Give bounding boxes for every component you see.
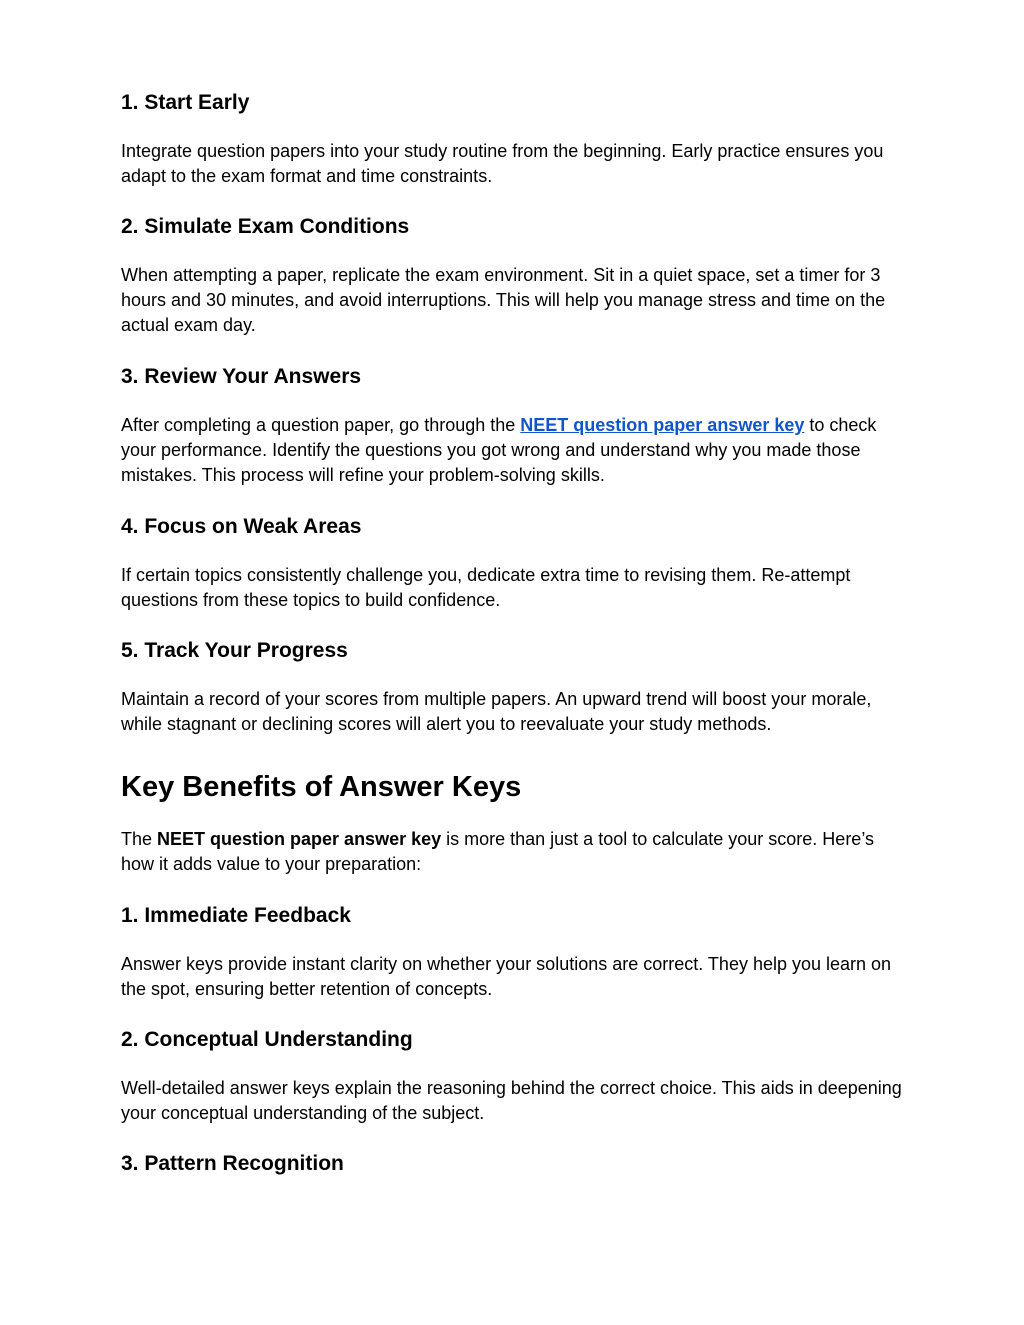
section-body-weak-areas: If certain topics consistently challenge you, dedicate extra time to revising them. Re-attempt questions from these topics to build confidence.	[121, 565, 851, 610]
answer-key-link[interactable]: NEET question paper answer key	[520, 415, 805, 435]
body-text: is more than just a tool to calculate your score. Here’s how it adds value to your preparation:	[121, 829, 874, 874]
body-text: to check your performance. Identify the questions you got wrong and understand why you made those mistakes. This process will refine your problem-solving skills.	[121, 415, 877, 485]
benefit-heading-immediate-feedback: 1. Immediate Feedback	[121, 904, 351, 927]
section-body-start-early: Integrate question papers into your study routine from the beginning. Early practice ensures you adapt to the exam format and time constraints.	[121, 141, 884, 186]
section-heading-weak-areas: 4. Focus on Weak Areas	[121, 515, 362, 538]
benefits-intro	[121, 827, 911, 877]
benefits-title: Key Benefits of Answer Keys	[121, 771, 522, 803]
body-text: The	[121, 829, 158, 849]
section-heading-simulate-exam: 2. Simulate Exam Conditions	[121, 215, 410, 238]
section-heading-track-progress: 5. Track Your Progress	[121, 639, 348, 662]
section-body-review-answers	[121, 413, 911, 488]
answer-key-bold-text: NEET question paper answer key	[157, 829, 442, 849]
section-body-track-progress: Maintain a record of your scores from multiple papers. An upward trend will boost your morale, while stagnant or declining scores will alert you to reevaluate your study methods.	[121, 689, 872, 734]
benefit-body-conceptual-understanding: Well-detailed answer keys explain the reasoning behind the correct choice. This aids in deepening your conceptual understanding of the subject.	[121, 1078, 902, 1123]
body-text: After completing a question paper, go through the	[121, 415, 521, 435]
benefit-heading-pattern-recognition: 3. Pattern Recognition	[121, 1152, 344, 1175]
section-heading-start-early: 1. Start Early	[121, 91, 250, 114]
benefit-heading-conceptual-understanding: 2. Conceptual Understanding	[121, 1028, 413, 1051]
section-heading-review-answers: 3. Review Your Answers	[121, 365, 362, 388]
benefit-body-immediate-feedback: Answer keys provide instant clarity on whether your solutions are correct. They help you learn on the spot, ensuring better retention of concepts.	[121, 954, 892, 999]
section-body-simulate-exam: When attempting a paper, replicate the exam environment. Sit in a quiet space, set a timer for 3 hours and 30 minutes, and avoid interruptions. This will help you manage stress and time on the actual exam day.	[121, 265, 886, 335]
